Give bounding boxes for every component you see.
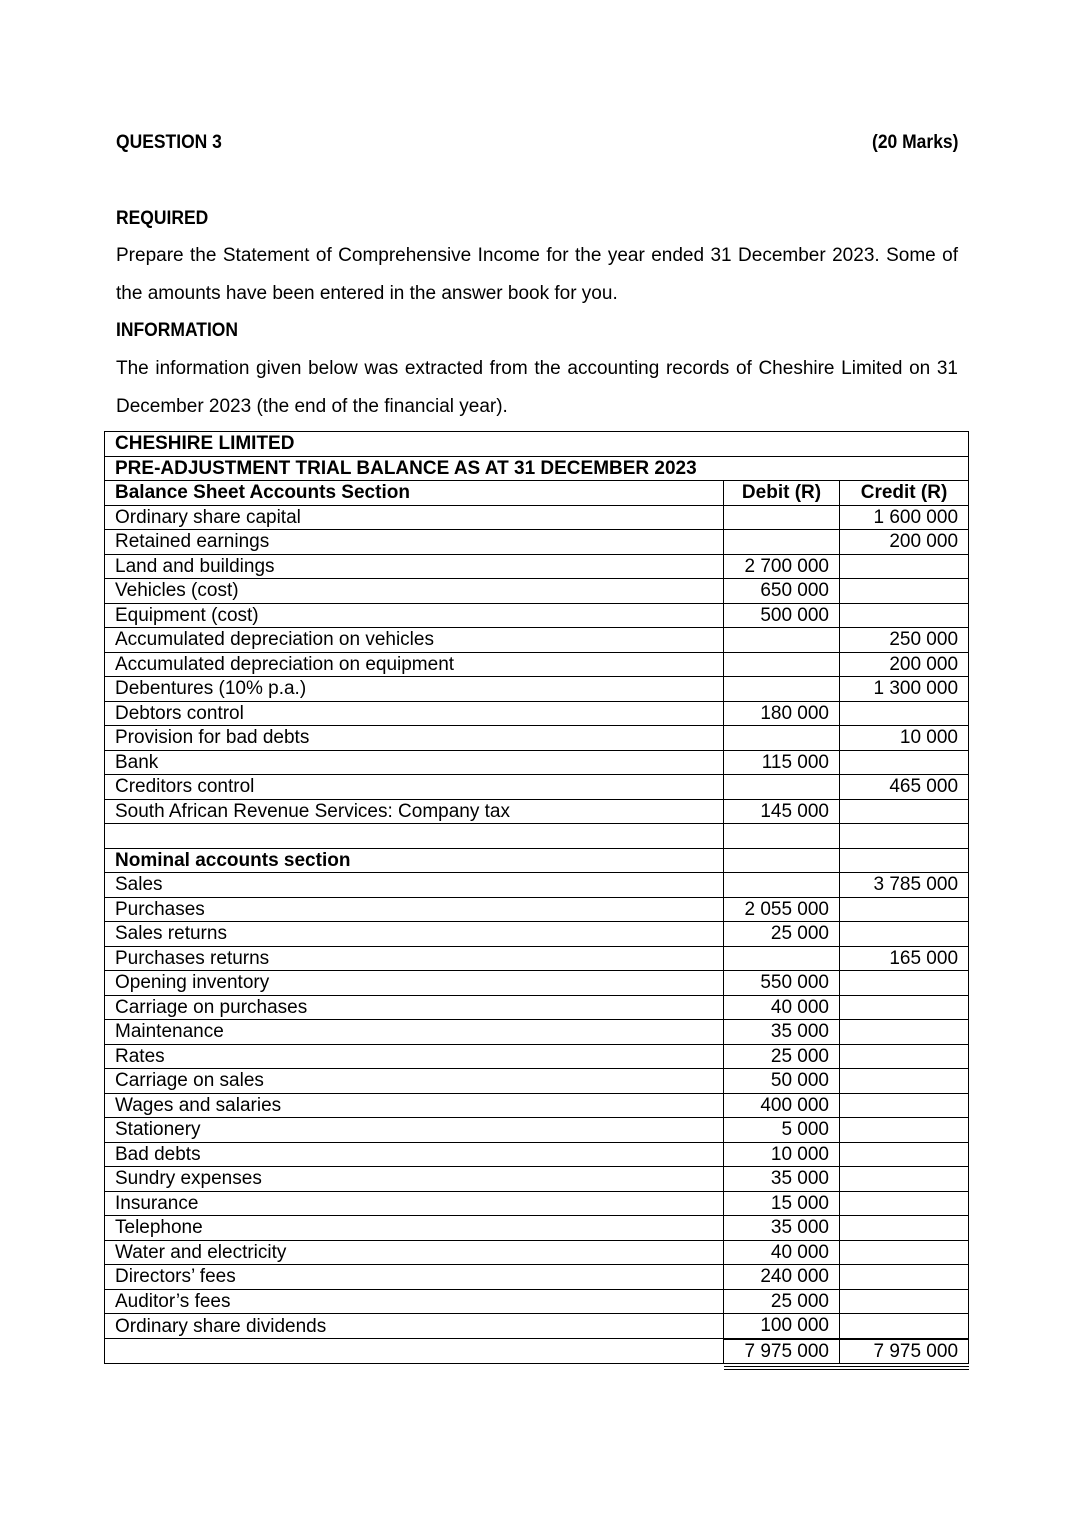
- nominal-section-row: [105, 848, 969, 873]
- debit-amount: 35 000: [724, 1167, 840, 1192]
- credit-amount: [840, 799, 969, 824]
- table-row: [105, 971, 969, 996]
- table-row: [105, 1167, 969, 1192]
- debit-amount: 400 000: [724, 1093, 840, 1118]
- table-row: [105, 1265, 969, 1290]
- table-row: [105, 726, 969, 751]
- balance-section-label: Balance Sheet Accounts Section: [105, 481, 724, 506]
- table-row: [105, 603, 969, 628]
- account-name: Auditor’s fees: [105, 1289, 724, 1314]
- nominal-section-label: Nominal accounts section: [105, 848, 724, 873]
- debit-header: Debit (R): [724, 481, 840, 506]
- account-name: Debentures (10% p.a.): [105, 677, 724, 702]
- debit-amount: 2 700 000: [724, 554, 840, 579]
- debit-amount: 100 000: [724, 1314, 840, 1339]
- trial-balance-title: PRE-ADJUSTMENT TRIAL BALANCE AS AT 31 DECEMBER 2023: [105, 456, 969, 481]
- account-name: Retained earnings: [105, 530, 724, 555]
- credit-amount: [840, 1044, 969, 1069]
- credit-amount: [840, 1118, 969, 1143]
- header-row: [105, 481, 969, 506]
- debit-amount: 50 000: [724, 1069, 840, 1094]
- trial-balance-table: [104, 431, 969, 1364]
- table-row: [105, 873, 969, 898]
- account-name: Sundry expenses: [105, 1167, 724, 1192]
- credit-amount: [840, 579, 969, 604]
- question-marks: (20 Marks): [872, 132, 959, 153]
- debit-amount: [724, 505, 840, 530]
- account-name: Sales returns: [105, 922, 724, 947]
- credit-amount: 1 600 000: [840, 505, 969, 530]
- table-row: [105, 530, 969, 555]
- account-name: Ordinary share dividends: [105, 1314, 724, 1339]
- debit-amount: [724, 824, 840, 849]
- account-name: Bank: [105, 750, 724, 775]
- credit-amount: [840, 1167, 969, 1192]
- table-row: [105, 1020, 969, 1045]
- total-credit: 7 975 000: [840, 1339, 969, 1364]
- account-name: Bad debts: [105, 1142, 724, 1167]
- debit-amount: 145 000: [724, 799, 840, 824]
- debit-amount: 25 000: [724, 1289, 840, 1314]
- debit-amount: 500 000: [724, 603, 840, 628]
- account-name: Equipment (cost): [105, 603, 724, 628]
- credit-amount: [840, 971, 969, 996]
- credit-header: Credit (R): [840, 481, 969, 506]
- credit-amount: 200 000: [840, 530, 969, 555]
- debit-amount: 2 055 000: [724, 897, 840, 922]
- credit-amount: [840, 1265, 969, 1290]
- debit-amount: [724, 652, 840, 677]
- totals-label: [105, 1339, 724, 1364]
- account-name: Directors’ fees: [105, 1265, 724, 1290]
- table-row: [105, 1216, 969, 1241]
- credit-amount: [840, 701, 969, 726]
- credit-amount: 10 000: [840, 726, 969, 751]
- table-row: [105, 1118, 969, 1143]
- debit-amount: 15 000: [724, 1191, 840, 1216]
- table-row: [105, 1240, 969, 1265]
- table-row: [105, 750, 969, 775]
- table-row: [105, 995, 969, 1020]
- table-row: [105, 799, 969, 824]
- blank-row: [105, 824, 969, 849]
- debit-amount: [724, 946, 840, 971]
- debit-amount: 40 000: [724, 1240, 840, 1265]
- table-row: [105, 1142, 969, 1167]
- table-row: [105, 505, 969, 530]
- debit-amount: [724, 775, 840, 800]
- debit-amount: 550 000: [724, 971, 840, 996]
- credit-amount: [840, 750, 969, 775]
- totals-row: [105, 1339, 969, 1364]
- account-name: Purchases returns: [105, 946, 724, 971]
- debit-amount: [724, 677, 840, 702]
- table-row: [105, 946, 969, 971]
- table-row: [105, 1069, 969, 1094]
- account-name: Provision for bad debts: [105, 726, 724, 751]
- credit-amount: [840, 995, 969, 1020]
- credit-amount: [840, 922, 969, 947]
- table-row: [105, 554, 969, 579]
- credit-amount: [840, 1142, 969, 1167]
- debit-amount: [724, 726, 840, 751]
- required-heading: REQUIRED: [116, 208, 209, 229]
- credit-amount: 465 000: [840, 775, 969, 800]
- double-underline: [840, 1366, 969, 1370]
- account-name: Debtors control: [105, 701, 724, 726]
- table-row: [105, 652, 969, 677]
- credit-amount: [840, 554, 969, 579]
- account-name: Maintenance: [105, 1020, 724, 1045]
- account-name: Land and buildings: [105, 554, 724, 579]
- table-row: [105, 579, 969, 604]
- credit-amount: 3 785 000: [840, 873, 969, 898]
- account-name: Telephone: [105, 1216, 724, 1241]
- account-name: [105, 824, 724, 849]
- account-name: Accumulated depreciation on equipment: [105, 652, 724, 677]
- double-underline: [724, 1366, 840, 1370]
- question-title: QUESTION 3: [116, 132, 222, 153]
- debit-amount: 5 000: [724, 1118, 840, 1143]
- debit-amount: 10 000: [724, 1142, 840, 1167]
- debit-amount: 25 000: [724, 1044, 840, 1069]
- table-row: [105, 1191, 969, 1216]
- debit-amount: [724, 873, 840, 898]
- account-name: Carriage on purchases: [105, 995, 724, 1020]
- debit-amount: 240 000: [724, 1265, 840, 1290]
- information-text: The information given below was extracted from the accounting records of Cheshire Limited on 31 December 2023 (the end of the financial year).: [116, 358, 958, 417]
- debit-amount: 115 000: [724, 750, 840, 775]
- title-row: [105, 456, 969, 481]
- information-heading: INFORMATION: [116, 320, 239, 341]
- credit-amount: [840, 1216, 969, 1241]
- account-name: Vehicles (cost): [105, 579, 724, 604]
- credit-amount: [840, 1314, 969, 1339]
- required-text: Prepare the Statement of Comprehensive Income for the year ended 31 December 2023. Some of the amounts have been entered in the answer book for you.: [116, 245, 958, 304]
- table-row: [105, 922, 969, 947]
- credit-amount: 165 000: [840, 946, 969, 971]
- account-name: Creditors control: [105, 775, 724, 800]
- company-name: CHESHIRE LIMITED: [105, 432, 969, 457]
- credit-amount: [840, 848, 969, 873]
- account-name: Sales: [105, 873, 724, 898]
- debit-amount: 35 000: [724, 1020, 840, 1045]
- account-name: Ordinary share capital: [105, 505, 724, 530]
- credit-amount: [840, 1020, 969, 1045]
- credit-amount: [840, 1289, 969, 1314]
- account-name: South African Revenue Services: Company tax: [105, 799, 724, 824]
- account-name: Carriage on sales: [105, 1069, 724, 1094]
- debit-amount: [724, 530, 840, 555]
- account-name: Rates: [105, 1044, 724, 1069]
- account-name: Insurance: [105, 1191, 724, 1216]
- debit-amount: 180 000: [724, 701, 840, 726]
- debit-amount: 25 000: [724, 922, 840, 947]
- credit-amount: [840, 1069, 969, 1094]
- table-row: [105, 1289, 969, 1314]
- total-debit: 7 975 000: [724, 1339, 840, 1364]
- debit-amount: 650 000: [724, 579, 840, 604]
- table-row: [105, 1314, 969, 1339]
- table-row: [105, 1093, 969, 1118]
- account-name: Water and electricity: [105, 1240, 724, 1265]
- credit-amount: 1 300 000: [840, 677, 969, 702]
- account-name: Opening inventory: [105, 971, 724, 996]
- credit-amount: [840, 824, 969, 849]
- credit-amount: [840, 897, 969, 922]
- credit-amount: [840, 603, 969, 628]
- table-row: [105, 677, 969, 702]
- question-header: [116, 132, 891, 154]
- table-row: [105, 775, 969, 800]
- credit-amount: 250 000: [840, 628, 969, 653]
- credit-amount: [840, 1240, 969, 1265]
- table-row: [105, 897, 969, 922]
- debit-amount: 35 000: [724, 1216, 840, 1241]
- table-row: [105, 628, 969, 653]
- account-name: Wages and salaries: [105, 1093, 724, 1118]
- debit-amount: 40 000: [724, 995, 840, 1020]
- debit-amount: [724, 628, 840, 653]
- credit-amount: [840, 1191, 969, 1216]
- debit-amount: [724, 848, 840, 873]
- account-name: Stationery: [105, 1118, 724, 1143]
- credit-amount: 200 000: [840, 652, 969, 677]
- account-name: Purchases: [105, 897, 724, 922]
- company-row: [105, 432, 969, 457]
- table-row: [105, 701, 969, 726]
- account-name: Accumulated depreciation on vehicles: [105, 628, 724, 653]
- credit-amount: [840, 1093, 969, 1118]
- table-row: [105, 1044, 969, 1069]
